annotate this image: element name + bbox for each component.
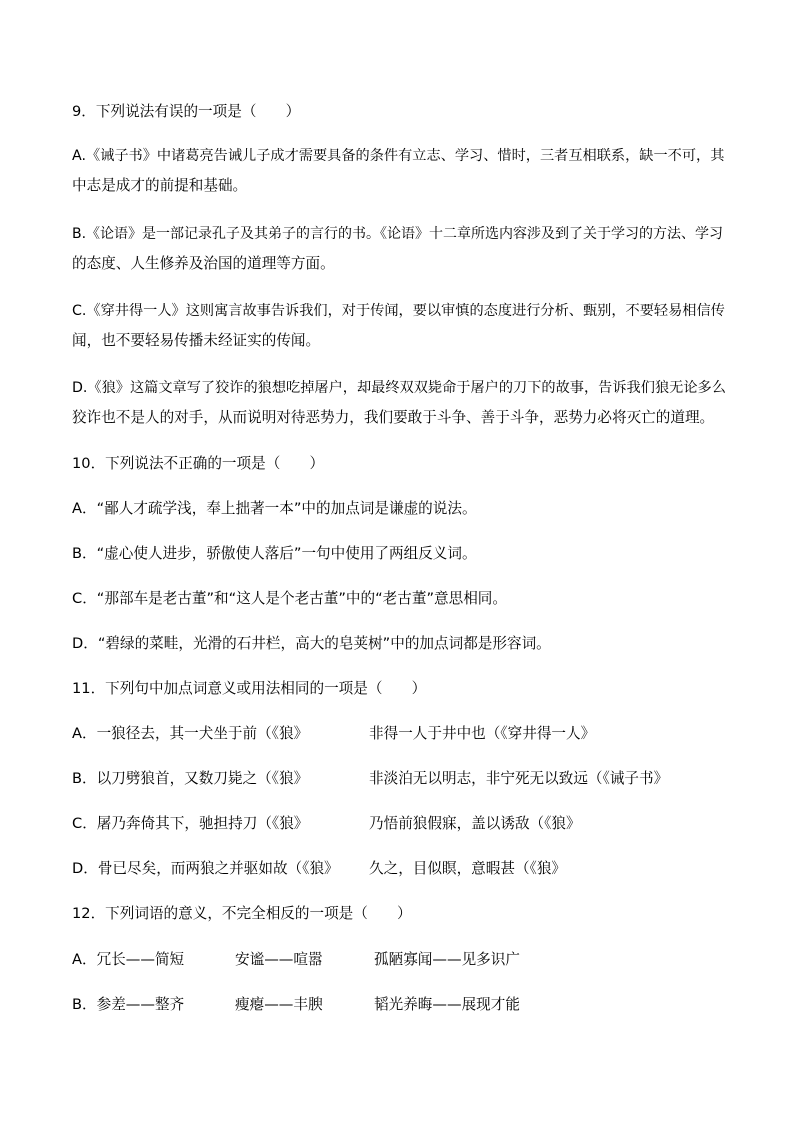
q11-option-c-left: C．屠乃奔倚其下，驰担持刀（《狼》 xyxy=(72,815,309,832)
q12-option-b-pair3: 韬光养晦——展现才能 xyxy=(374,996,520,1013)
q11-option-d-right: 久之，目似瞑，意暇甚（《狼》 xyxy=(369,860,567,877)
q11-option-b-right: 非淡泊无以明志，非宁死无以致远（《诫子书》 xyxy=(369,770,669,787)
q11-stem: 11．下列句中加点词意义或用法相同的一项是（ ） xyxy=(72,680,427,697)
q10-option-b: B．“虚心使人进步，骄傲使人落后”一句中使用了两组反义词。 xyxy=(72,545,477,562)
q9-option-c-line1: C.《穿井得一人》这则寓言故事告诉我们，对于传闻，要以审慎的态度进行分析、甄别，不要轻易相信传 xyxy=(72,303,725,319)
q9-option-c-line2: 闻，也不要轻易传播未经证实的传闻。 xyxy=(72,332,321,349)
q9-option-b-line2: 的态度、人生修养及治国的道理等方面。 xyxy=(72,255,335,272)
q10-option-a: A．“鄙人才疏学浅，奉上拙著一本”中的加点词是谦虚的说法。 xyxy=(72,500,477,517)
q9-option-d-line1: D.《狼》这篇文章写了狡诈的狼想吃掉屠户，却最终双双毙命于屠户的刀下的故事，告诉我们狼无论多么 xyxy=(72,380,726,396)
q12-option-b-pair1: B．参差——整齐 xyxy=(72,996,185,1013)
q9-option-b-line1: B.《论语》是一部记录孔子及其弟子的言行的书。《论语》十二章所选内容涉及到了关于学习的方法、学习 xyxy=(72,226,724,242)
q11-option-c-right: 乃悟前狼假寐，盖以诱敌（《狼》 xyxy=(369,815,581,832)
q11-option-d-left: D．骨已尽矣，而两狼之并驱如故（《狼》 xyxy=(72,860,339,877)
q11-option-a-left: A．一狼径去，其一犬坐于前（《狼》 xyxy=(72,725,309,742)
q9-stem: 9．下列说法有误的一项是（ ） xyxy=(72,103,301,120)
q12-stem: 12．下列词语的意义，不完全相反的一项是（ ） xyxy=(72,905,412,922)
q11-option-b-left: B．以刀劈狼首，又数刀毙之（《狼》 xyxy=(72,770,309,787)
q10-option-d: D．“碧绿的菜畦，光滑的石井栏，高大的皂荚树”中的加点词都是形容词。 xyxy=(72,635,551,652)
q12-option-a-pair3: 孤陋寡闻——见多识广 xyxy=(374,951,520,968)
q12-option-b-pair2: 瘦瘪——丰腴 xyxy=(235,996,323,1013)
q11-option-a-right: 非得一人于井中也（《穿井得一人》 xyxy=(369,725,596,742)
q10-option-c: C．“那部车是老古董”和“这人是个老古董”中的“老古董”意思相同。 xyxy=(72,590,507,607)
q12-option-a-pair1: A．冗长——简短 xyxy=(72,951,185,968)
q9-option-a-line1: A.《诫子书》中诸葛亮告诫儿子成才需要具备的条件有立志、学习、惜时，三者互相联系，缺一不可，其 xyxy=(72,148,725,164)
q9-option-a-line2: 中志是成才的前提和基础。 xyxy=(72,177,248,194)
q10-stem: 10．下列说法不正确的一项是（ ） xyxy=(72,455,325,472)
q12-option-a-pair2: 安谧——喧嚣 xyxy=(235,951,323,968)
q9-option-d-line2: 狡诈也不是人的对手，从而说明对待恶势力，我们要敢于斗争、善于斗争，恶势力必将灭亡的道理。 xyxy=(72,409,715,426)
